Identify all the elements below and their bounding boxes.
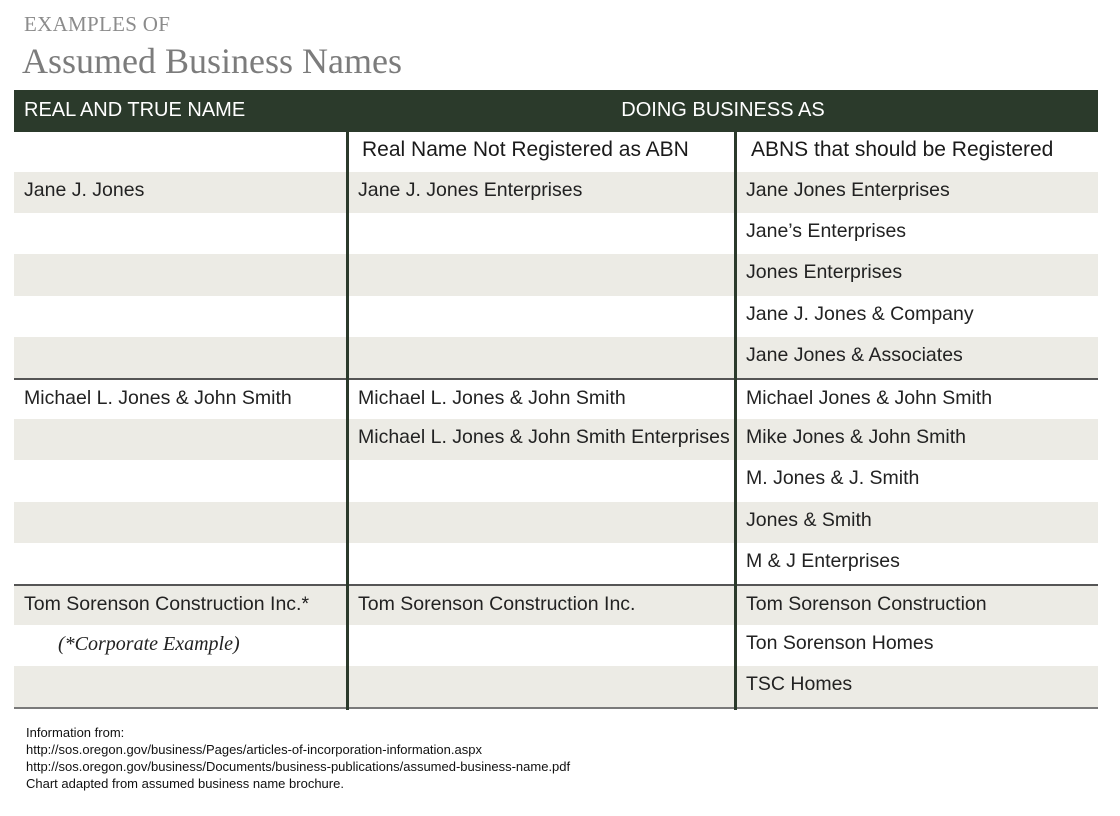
- cell-not-registered: Tom Sorenson Construction Inc.: [358, 592, 636, 615]
- cell-real-name: Tom Sorenson Construction Inc.*: [24, 592, 310, 615]
- page-title: Assumed Business Names: [22, 41, 402, 81]
- header-doing-business-as: DOING BUSINESS AS: [621, 99, 825, 121]
- cell-not-registered: Michael L. Jones & John Smith: [358, 386, 626, 409]
- cell-should-register: Jane Jones & Associates: [746, 343, 963, 366]
- cell-not-registered: Michael L. Jones & John Smith Enterprises: [358, 426, 730, 449]
- cell-should-register: Jones & Smith: [746, 508, 872, 531]
- title-eyebrow: EXAMPLES OF: [24, 12, 171, 36]
- table-row: [14, 172, 1098, 213]
- table-row: [14, 213, 1098, 254]
- corporate-example-note: (*Corporate Example): [58, 633, 240, 656]
- cell-real-name: Michael L. Jones & John Smith: [24, 386, 292, 409]
- cell-should-register: TSC Homes: [746, 673, 853, 696]
- table-row: [14, 337, 1098, 378]
- column-divider: [734, 132, 737, 710]
- footer-line: Chart adapted from assumed business name brochure.: [26, 776, 344, 791]
- cell-should-register: Tom Sorenson Construction: [746, 592, 987, 615]
- table-row: [14, 460, 1098, 501]
- table-row: [14, 584, 1098, 625]
- table-row: [14, 378, 1098, 419]
- table-bottom-rule: [14, 707, 1098, 709]
- cell-should-register: Ton Sorenson Homes: [746, 632, 934, 655]
- table-row: [14, 625, 1098, 666]
- subheader-should-be-registered: ABNS that should be Registered: [751, 138, 1054, 161]
- table-row: [14, 296, 1098, 337]
- table-header: [14, 90, 1098, 132]
- cell-not-registered: Jane J. Jones Enterprises: [358, 179, 583, 201]
- table-row: [14, 254, 1098, 295]
- footer-line: Information from:: [26, 725, 125, 740]
- footer-link: http://sos.oregon.gov/business/Pages/articles-of-incorporation-information.aspx: [26, 742, 482, 757]
- table-row: [14, 419, 1098, 460]
- table-row: [14, 666, 1098, 707]
- footer-link: http://sos.oregon.gov/business/Documents/business-publications/assumed-business-name.pdf: [26, 759, 571, 774]
- cell-should-register: M & J Enterprises: [746, 549, 900, 572]
- cell-should-register: Mike Jones & John Smith: [746, 426, 967, 449]
- table-row: [14, 502, 1098, 543]
- column-divider: [346, 90, 349, 710]
- source-footer: [26, 724, 570, 792]
- table-row: [14, 543, 1098, 584]
- cell-should-register: Jane Jones Enterprises: [746, 179, 950, 201]
- cell-should-register: M. Jones & J. Smith: [746, 467, 920, 490]
- cell-real-name: Jane J. Jones: [24, 179, 145, 201]
- cell-should-register: Jane J. Jones & Company: [746, 302, 974, 325]
- cell-should-register: Jane’s Enterprises: [746, 220, 907, 243]
- abn-examples-table: [14, 90, 1098, 709]
- cell-should-register: Jones Enterprises: [746, 261, 903, 284]
- subheader-not-registered: Real Name Not Registered as ABN: [362, 138, 689, 161]
- header-real-and-true-name: REAL AND TRUE NAME: [24, 99, 246, 121]
- cell-should-register: Michael Jones & John Smith: [746, 386, 993, 409]
- table-subheader: [14, 132, 1098, 172]
